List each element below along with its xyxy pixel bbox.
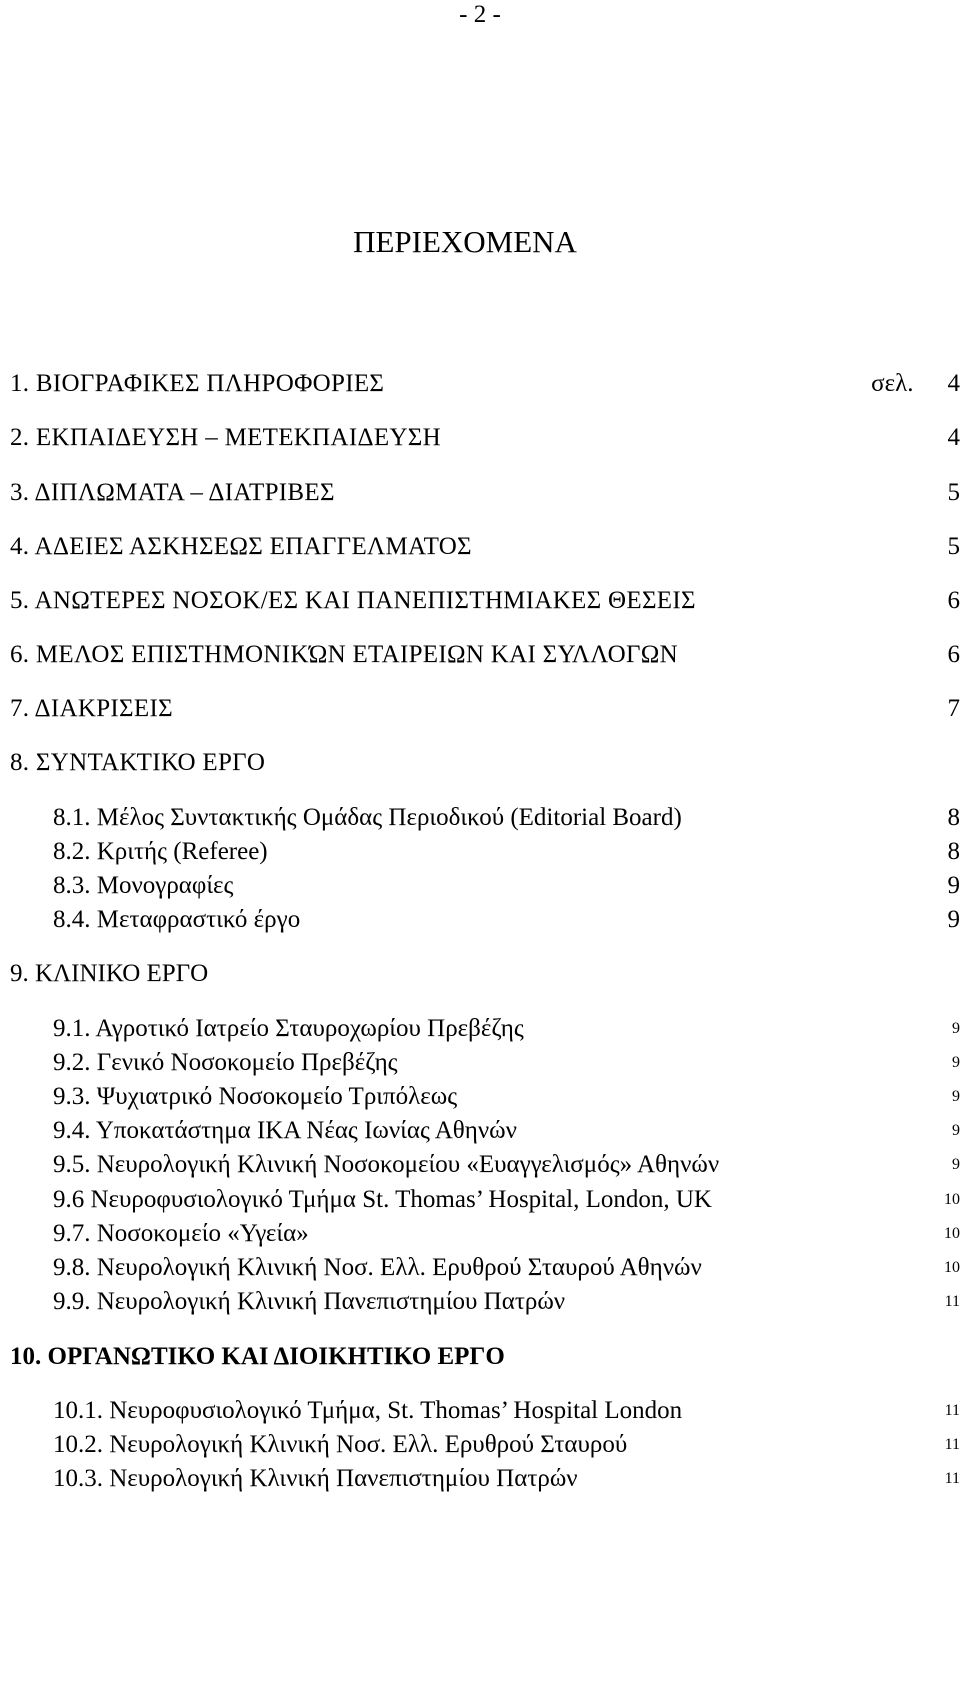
toc-entry-page: [820, 638, 960, 672]
toc-entry: [0, 1285, 960, 1319]
toc-entry-page: [820, 1148, 960, 1182]
toc-entry: [0, 1183, 960, 1217]
toc-entry-title: 6. ΜΕΛΟΣ ΕΠΙΣΤΗΜΟΝΙΚΏΝ ΕΤΑΙΡΕΙΩΝ ΚΑΙ ΣΥΛΛΟΓΩΝ: [10, 641, 678, 668]
toc-entry: [0, 903, 960, 937]
toc-entry: [0, 1114, 960, 1148]
toc-entry-page: [820, 869, 960, 903]
toc-entry-title: 9.7. Νοσοκομείο «Υγεία»: [53, 1220, 309, 1247]
toc-entry-page: [820, 903, 960, 937]
toc-entry: [0, 1148, 960, 1182]
toc-entry-page-number: 11: [944, 1470, 960, 1487]
toc-entry-page: [820, 530, 960, 564]
toc-entry: [0, 1046, 960, 1080]
toc-entry-page-number: 10: [944, 1225, 960, 1242]
toc-entry-title: 9.6 Νευροφυσιολογικό Τμήμα St. Thomas’ Hospital, London, UK: [53, 1186, 712, 1213]
toc-entry: [0, 957, 960, 991]
toc-entry: [0, 530, 960, 564]
toc-entry-page-number: 7: [947, 695, 960, 722]
toc-entry-title: 9.9. Νευρολογική Κλινική Πανεπιστημίου Πατρών: [53, 1288, 566, 1315]
toc-entry-title: 10. ΟΡΓΑΝΩΤΙΚΟ ΚΑΙ ΔΙΟΙΚΗΤΙΚΟ ΕΡΓΟ: [10, 1343, 505, 1370]
toc-entry-page: [820, 421, 960, 455]
toc-entry-page: [820, 1114, 960, 1148]
toc-entry-page: [820, 1217, 960, 1251]
toc-entry-page: [820, 692, 960, 726]
toc-entry: [0, 638, 960, 672]
toc-entry-page: [820, 584, 960, 618]
toc-entry: [0, 476, 960, 510]
toc-entry-page-number: 6: [947, 587, 960, 614]
toc-entry-page: [820, 1394, 960, 1428]
toc-entry-title: 1. ΒΙΟΓΡΑΦΙΚΕΣ ΠΛΗΡΟΦΟΡΙΕΣ: [10, 370, 385, 397]
toc-entry-title: 4. ΑΔΕΙΕΣ ΑΣΚΗΣΕΩΣ ΕΠΑΓΓΕΛΜΑΤΟΣ: [10, 533, 472, 560]
toc-entry-page-number: 4: [947, 370, 960, 397]
toc-entry-page-number: 9: [947, 872, 960, 899]
toc-entry-page: [820, 1428, 960, 1462]
toc-entry: [0, 421, 960, 455]
toc-entry-page-number: 5: [947, 533, 960, 560]
toc-entry-page-number: 6: [947, 641, 960, 668]
toc-entry: [0, 692, 960, 726]
toc-entry-title: 5. ΑΝΩΤΕΡΕΣ ΝΟΣΟΚ/ΕΣ ΚΑΙ ΠΑΝΕΠΙΣΤΗΜΙΑΚΕΣ ΘΕΣΕΙΣ: [10, 587, 696, 614]
toc-entry-title: 9.2. Γενικό Νοσοκομείο Πρεβέζης: [53, 1049, 398, 1076]
toc-entry-title: 10.1. Νευροφυσιολογικό Τμήμα, St. Thomas’ Hospital London: [53, 1397, 683, 1424]
toc-entry: [0, 835, 960, 869]
toc-entry-page: [820, 835, 960, 869]
toc-entry-page: [820, 1012, 960, 1046]
toc-entry-title: 9. ΚΛΙΝΙΚΟ ΕΡΓΟ: [10, 960, 209, 987]
page-number: - 2 -: [459, 1, 501, 28]
toc-entry: [0, 367, 960, 401]
toc-entry-title: 8.1. Μέλος Συντακτικής Ομάδας Περιοδικού (Editorial Board): [53, 804, 682, 831]
toc-entry-title: 2. ΕΚΠΑΙΔΕΥΣΗ – ΜΕΤΕΚΠΑΙΔΕΥΣΗ: [10, 424, 442, 451]
toc-entry: [0, 801, 960, 835]
toc-entry-page: [820, 801, 960, 835]
toc-entry: [0, 1462, 960, 1496]
toc-entry: [0, 1340, 960, 1374]
toc-entry-title: 9.4. Υποκατάστημα ΙΚΑ Νέας Ιωνίας Αθηνών: [53, 1117, 517, 1144]
toc-entry-page: [820, 1285, 960, 1319]
toc-entry-page-number: 11: [944, 1436, 960, 1453]
toc-entry: [0, 1428, 960, 1462]
toc-entry-page: [700, 367, 960, 401]
toc-entry-title: 9.8. Νευρολογική Κλινική Νοσ. Ελλ. Ερυθρού Σταυρού Αθηνών: [53, 1254, 702, 1281]
toc-entry-page-number: 11: [944, 1293, 960, 1310]
toc-entry-title: 10.3. Νευρολογική Κλινική Πανεπιστημίου Πατρών: [53, 1465, 578, 1492]
toc-entry-page-number: 11: [944, 1402, 960, 1419]
toc-entry: [0, 1012, 960, 1046]
toc-entry-page: [820, 1080, 960, 1114]
toc-entry-page-number: 9: [952, 1156, 960, 1173]
toc-entry-title: 9.1. Αγροτικό Ιατρείο Σταυροχωρίου Πρεβέζης: [53, 1015, 524, 1042]
toc-entry-page-number: 5: [947, 479, 960, 506]
toc-entry: [0, 746, 960, 780]
toc-entry-title: 8.4. Μεταφραστικό έργο: [53, 906, 301, 933]
toc-entry-title: 9.3. Ψυχιατρικό Νοσοκομείο Τριπόλεως: [53, 1083, 458, 1110]
toc-entry-page-number: 9: [952, 1122, 960, 1139]
toc-entry: [0, 1217, 960, 1251]
toc-entry-page: [820, 1462, 960, 1496]
toc-title: ΠΕΡΙΕΧΟΜΕΝΑ: [353, 224, 577, 259]
toc-entry: [0, 1251, 960, 1285]
toc-entry-page-number: 8: [947, 838, 960, 865]
toc-entry-page-number: 8: [947, 804, 960, 831]
toc-entry: [0, 869, 960, 903]
toc-entry: [0, 1394, 960, 1428]
toc-entry: [0, 584, 960, 618]
toc-entry-page-number: 4: [947, 424, 960, 451]
toc-entry-page-number: 9: [952, 1020, 960, 1037]
toc-entry-page: [820, 1046, 960, 1080]
toc-entry: [0, 1080, 960, 1114]
toc-entry-title: 9.5. Νευρολογική Κλινική Νοσοκομείου «Ευαγγελισμός» Αθηνών: [53, 1151, 720, 1178]
toc-entry-title: 8. ΣΥΝΤΑΚΤΙΚΟ ΕΡΓΟ: [10, 749, 266, 776]
toc-entry-page: [820, 1251, 960, 1285]
toc-entry-page-number: 9: [952, 1088, 960, 1105]
toc-entry-page: [820, 476, 960, 510]
toc-entry-title: 3. ΔΙΠΛΩΜΑΤΑ – ΔΙΑΤΡΙΒΕΣ: [10, 479, 335, 506]
toc-entry-page: [820, 1183, 960, 1217]
toc-entry-title: 10.2. Νευρολογική Κλινική Νοσ. Ελλ. Ερυθρού Σταυρού: [53, 1431, 628, 1458]
toc-entry-page-number: 9: [952, 1054, 960, 1071]
page-prefix-label: σελ.: [871, 370, 914, 397]
toc-entry-title: 8.2. Κριτής (Referee): [53, 838, 268, 865]
toc-entry-page-number: 10: [944, 1259, 960, 1276]
toc-entry-title: 7. ΔΙΑΚΡΙΣΕΙΣ: [10, 695, 173, 722]
toc-entry-page-number: 10: [944, 1191, 960, 1208]
toc-entry-page-number: 9: [947, 906, 960, 933]
toc-entry-title: 8.3. Μονογραφίες: [53, 872, 234, 899]
